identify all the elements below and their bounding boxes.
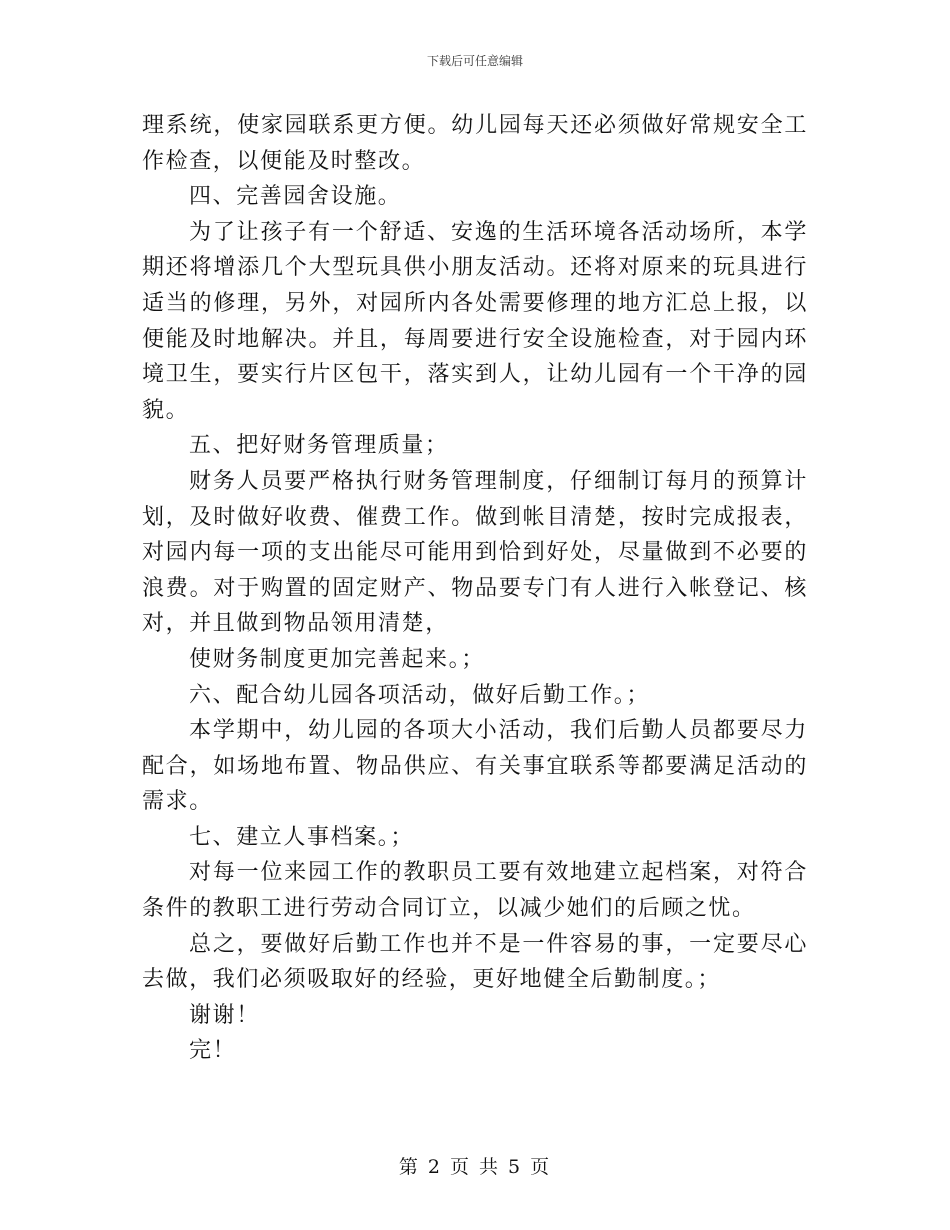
document-body [142,108,808,1069]
section-heading-7: 七、建立人事档案。； [189,824,415,850]
paragraph-finance: 财务人员要严格执行财务管理制度，仔细制订每月的预算计划，及时做好收费、催费工作。做到帐目清楚，按时完成报表，对园内每一项的支出能尽可能用到恰到好处，尽量做到不必要的浪费。对于购置的固定财产、物品要专门有人进行入帐登记、核对，并且做到物品领用清楚， [142,468,808,637]
paragraph-summary: 总之，要做好后勤工作也并不是一件容易的事，一定要尽心去做，我们必须吸取好的经验，更好地健全后勤制度。； [142,931,808,993]
section-heading-5: 五、把好财务管理质量； [189,433,449,459]
page-number: 第 2 页 共 5 页 [398,1156,552,1178]
paragraph-activities: 本学期中，幼儿园的各项大小活动，我们后勤人员都要尽力配合，如场地布置、物品供应、有关事宜联系等都要满足活动的需求。 [142,718,808,815]
paragraph-personnel: 对每一位来园工作的教职员工要有效地建立起档案，对符合条件的教职工进行劳动合同订立，以减少她们的后顾之忧。 [142,860,808,922]
page-header-note: 下载后可任意编辑 [426,54,523,68]
section-heading-6: 六、配合幼儿园各项活动，做好后勤工作。； [189,682,651,708]
paragraph-continuation: 理系统，使家园联系更方便。幼儿园每天还必须做好常规安全工作检查，以便能及时整改。 [142,113,808,174]
section-heading-4: 四、完善园舍设施。 [189,184,402,210]
closing-thanks: 谢谢！ [189,1002,260,1028]
paragraph-facilities: 为了让孩子有一个舒适、安逸的生活环境各活动场所，本学期还将增添几个大型玩具供小朋友活动。还将对原来的玩具进行适当的修理，另外，对园所内各处需要修理的地方汇总上报，以便能及时地解决。并且，每周要进行安全设施检查，对于园内环境卫生，要实行片区包干，落实到人，让幼儿园有一个干净的园貌。 [142,219,808,423]
paragraph-finance-end: 使财务制度更加完善起来。； [189,646,485,672]
closing-end: 完！ [189,1038,237,1064]
